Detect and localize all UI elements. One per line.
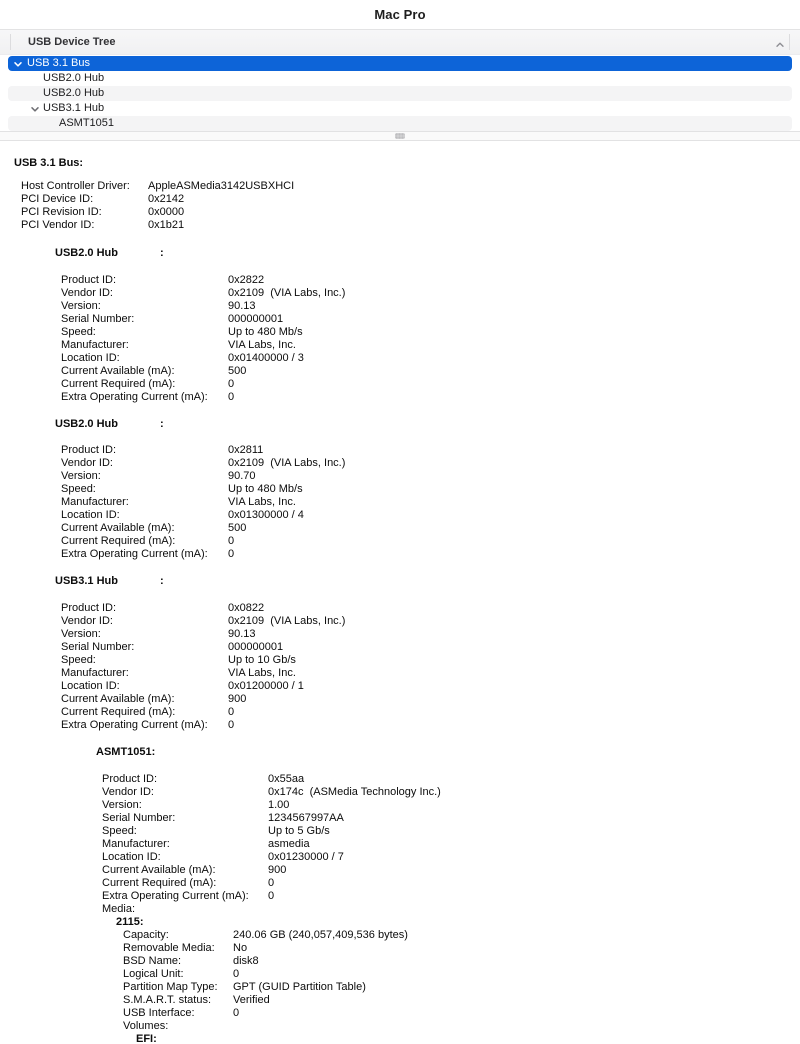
field-label: Current Required (mA):	[61, 535, 176, 547]
detail-line	[0, 851, 800, 864]
field-value: 0x01200000 / 1	[228, 680, 304, 692]
detail-line	[0, 786, 800, 799]
tree-row-label: ASMT1051	[59, 117, 115, 129]
device-name: USB2.0 Hub	[55, 247, 118, 259]
detail-line	[0, 955, 800, 968]
field-label: Manufacturer:	[61, 339, 129, 351]
detail-line	[0, 535, 800, 548]
device-section-header	[0, 247, 800, 260]
device-name: USB3.1 Hub	[55, 575, 118, 587]
detail-line	[0, 352, 800, 365]
detail-line	[0, 206, 800, 219]
field-label: Current Required (mA):	[61, 378, 176, 390]
detail-line	[0, 1007, 800, 1020]
detail-line	[0, 287, 800, 300]
device-name: ASMT1051:	[96, 746, 156, 758]
detail-line	[0, 602, 800, 615]
field-label: EFI:	[136, 1033, 157, 1044]
detail-line	[0, 483, 800, 496]
detail-line	[0, 929, 800, 942]
field-value: 0	[228, 719, 235, 731]
field-label: Manufacturer:	[61, 496, 129, 508]
field-value: 0x01300000 / 4	[228, 509, 304, 521]
detail-line	[0, 628, 800, 641]
field-label: Vendor ID:	[61, 615, 113, 627]
detail-line	[0, 509, 800, 522]
field-value: 000000001	[228, 641, 284, 653]
field-value: 0x1b21	[148, 219, 185, 231]
tree-row-label: USB2.0 Hub	[43, 72, 105, 84]
field-label: Current Available (mA):	[61, 522, 175, 534]
field-label: Current Required (mA):	[61, 706, 176, 718]
field-label: Version:	[61, 470, 101, 482]
header-divider-left	[10, 34, 11, 50]
disclosure-chevron-down-icon[interactable]	[13, 59, 23, 69]
detail-line	[0, 274, 800, 287]
detail-line	[0, 693, 800, 706]
field-label: Product ID:	[61, 602, 117, 614]
field-value: 0x2109 (VIA Labs, Inc.)	[228, 615, 346, 627]
field-value: 0	[233, 968, 240, 980]
detail-line	[0, 968, 800, 981]
field-label: Vendor ID:	[61, 287, 113, 299]
field-label: Current Available (mA):	[102, 864, 216, 876]
detail-line	[0, 313, 800, 326]
disclosure-chevron-down-icon[interactable]	[30, 104, 40, 114]
field-value: 0x55aa	[268, 773, 305, 785]
detail-line	[0, 339, 800, 352]
field-label: Version:	[102, 799, 142, 811]
field-value: VIA Labs, Inc.	[228, 339, 296, 351]
collapse-section-chevron-up-icon[interactable]	[775, 37, 785, 47]
usb-device-tree-header[interactable]	[0, 29, 800, 55]
field-value: 0	[268, 877, 275, 889]
detail-line	[0, 942, 800, 955]
detail-line	[0, 994, 800, 1007]
field-label: PCI Device ID:	[21, 193, 94, 205]
field-value: VIA Labs, Inc.	[228, 667, 296, 679]
field-value: 0x2811	[228, 444, 264, 456]
tree-row-label: USB3.1 Hub	[43, 102, 105, 114]
tree-row-asmt1051[interactable]	[8, 116, 792, 131]
field-value: 0	[228, 706, 235, 718]
splitter-grip-icon[interactable]	[395, 133, 405, 139]
field-label: Product ID:	[102, 773, 158, 785]
detail-line	[0, 444, 800, 457]
field-label: Product ID:	[61, 274, 117, 286]
field-label: Location ID:	[61, 352, 120, 364]
field-value: 900	[228, 693, 247, 705]
detail-line	[0, 981, 800, 994]
tree-row-usb2.0-hub[interactable]	[8, 71, 792, 86]
pane-splitter[interactable]	[0, 131, 800, 141]
field-value: 90.13	[228, 628, 256, 640]
field-value: 90.13	[228, 300, 256, 312]
tree-row-label: USB 3.1 Bus	[27, 57, 90, 69]
device-section-header	[0, 575, 800, 588]
detail-line	[0, 457, 800, 470]
field-value: 0x01230000 / 7	[268, 851, 344, 863]
detail-line	[0, 1020, 800, 1033]
field-label: Extra Operating Current (mA):	[61, 719, 208, 731]
field-label: PCI Vendor ID:	[21, 219, 95, 231]
device-name-colon: :	[160, 247, 164, 259]
field-value: 0x0822	[228, 602, 265, 614]
detail-line	[0, 825, 800, 838]
field-label: Media:	[102, 903, 136, 915]
detail-line	[0, 548, 800, 561]
field-value: No	[233, 942, 248, 954]
field-value: 0x2109 (VIA Labs, Inc.)	[228, 287, 346, 299]
detail-line	[0, 300, 800, 313]
device-name-colon: :	[160, 575, 164, 587]
field-label: PCI Revision ID:	[21, 206, 102, 218]
detail-line	[0, 180, 800, 193]
field-value: 0x174c (ASMedia Technology Inc.)	[268, 786, 441, 798]
window-title-bar	[0, 0, 800, 29]
field-label: Extra Operating Current (mA):	[61, 391, 208, 403]
field-label: Vendor ID:	[102, 786, 154, 798]
detail-line	[0, 864, 800, 877]
field-label: Manufacturer:	[61, 667, 129, 679]
detail-line	[0, 799, 800, 812]
field-label: Speed:	[61, 483, 96, 495]
tree-row-usb3.1-hub[interactable]	[8, 101, 792, 116]
field-label: Location ID:	[61, 680, 120, 692]
device-section-header	[0, 418, 800, 431]
field-value: 0x2109 (VIA Labs, Inc.)	[228, 457, 346, 469]
field-value: Verified	[233, 994, 270, 1006]
field-value: 0	[228, 535, 235, 547]
tree-row-label: USB2.0 Hub	[43, 87, 105, 99]
details-heading: USB 3.1 Bus:	[14, 157, 84, 169]
field-label: Current Required (mA):	[102, 877, 217, 889]
field-label: 2115:	[116, 916, 144, 928]
device-name-colon: :	[160, 418, 164, 430]
field-value: AppleASMedia3142USBXHCI	[148, 180, 295, 192]
field-label: Version:	[61, 300, 101, 312]
field-label: Partition Map Type:	[123, 981, 218, 993]
field-label: Serial Number:	[61, 641, 135, 653]
field-value: 500	[228, 522, 247, 534]
field-label: Serial Number:	[61, 313, 135, 325]
field-label: BSD Name:	[123, 955, 182, 967]
field-value: VIA Labs, Inc.	[228, 496, 296, 508]
field-value: 0	[228, 548, 235, 560]
field-value: 0x0000	[148, 206, 185, 218]
field-value: 0	[228, 391, 235, 403]
detail-line	[0, 903, 800, 916]
field-value: 900	[268, 864, 287, 876]
field-label: Version:	[61, 628, 101, 640]
field-value: asmedia	[268, 838, 310, 850]
detail-line	[0, 193, 800, 206]
tree-header-label: USB Device Tree	[28, 36, 116, 48]
detail-line	[0, 706, 800, 719]
detail-line	[0, 654, 800, 667]
device-section-header	[0, 746, 800, 759]
field-label: Speed:	[102, 825, 137, 837]
field-label: Current Available (mA):	[61, 365, 175, 377]
usb-device-tree-list	[0, 56, 800, 131]
field-label: Removable Media:	[123, 942, 215, 954]
field-label: Speed:	[61, 326, 96, 338]
field-value: 0x2822	[228, 274, 265, 286]
field-value: Up to 5 Gb/s	[268, 825, 330, 837]
detail-line	[0, 812, 800, 825]
field-value: Up to 10 Gb/s	[228, 654, 296, 666]
tree-row-usb-3.1-bus[interactable]	[8, 56, 792, 71]
detail-line	[0, 680, 800, 693]
field-label: Speed:	[61, 654, 96, 666]
detail-line	[0, 470, 800, 483]
detail-line	[0, 219, 800, 232]
field-label: Vendor ID:	[61, 457, 113, 469]
field-label: Product ID:	[61, 444, 117, 456]
field-value: 000000001	[228, 313, 284, 325]
field-value: 1.00	[268, 799, 290, 811]
field-label: Location ID:	[61, 509, 120, 521]
field-value: 240.06 GB (240,057,409,536 bytes)	[233, 929, 408, 941]
tree-row-usb2.0-hub[interactable]	[8, 86, 792, 101]
field-value: 90.70	[228, 470, 256, 482]
field-label: Logical Unit:	[123, 968, 184, 980]
header-divider-right	[789, 34, 790, 50]
device-name: USB2.0 Hub	[55, 418, 118, 430]
field-value: 0	[268, 890, 275, 902]
field-label: Manufacturer:	[102, 838, 170, 850]
detail-line	[0, 773, 800, 786]
detail-line	[0, 378, 800, 391]
detail-line	[0, 365, 800, 378]
detail-line	[0, 719, 800, 732]
field-value: 0x01400000 / 3	[228, 352, 304, 364]
field-value: Up to 480 Mb/s	[228, 483, 303, 495]
detail-line	[0, 890, 800, 903]
window-title: Mac Pro	[374, 7, 426, 22]
detail-line	[0, 522, 800, 535]
field-label: S.M.A.R.T. status:	[123, 994, 212, 1006]
field-value: 0	[228, 378, 235, 390]
field-value: disk8	[233, 955, 259, 967]
field-label: Extra Operating Current (mA):	[61, 548, 208, 560]
detail-line	[0, 667, 800, 680]
detail-line	[0, 615, 800, 628]
field-value: 500	[228, 365, 247, 377]
field-label: Extra Operating Current (mA):	[102, 890, 249, 902]
detail-line	[0, 877, 800, 890]
field-label: Volumes:	[123, 1020, 169, 1032]
detail-line	[0, 916, 800, 929]
detail-line	[0, 641, 800, 654]
detail-line	[0, 1033, 800, 1044]
detail-line	[0, 496, 800, 509]
details-pane	[0, 141, 800, 1044]
field-label: USB Interface:	[123, 1007, 195, 1019]
detail-line	[0, 838, 800, 851]
field-value: 0x2142	[148, 193, 185, 205]
field-label: Current Available (mA):	[61, 693, 175, 705]
field-label: Serial Number:	[102, 812, 176, 824]
field-label: Capacity:	[123, 929, 169, 941]
detail-line	[0, 391, 800, 404]
field-value: 0	[233, 1007, 240, 1019]
field-value: 1234567997AA	[268, 812, 344, 824]
detail-line	[0, 326, 800, 339]
field-value: GPT (GUID Partition Table)	[233, 981, 366, 993]
field-value: Up to 480 Mb/s	[228, 326, 303, 338]
field-label: Location ID:	[102, 851, 161, 863]
field-label: Host Controller Driver:	[21, 180, 130, 192]
